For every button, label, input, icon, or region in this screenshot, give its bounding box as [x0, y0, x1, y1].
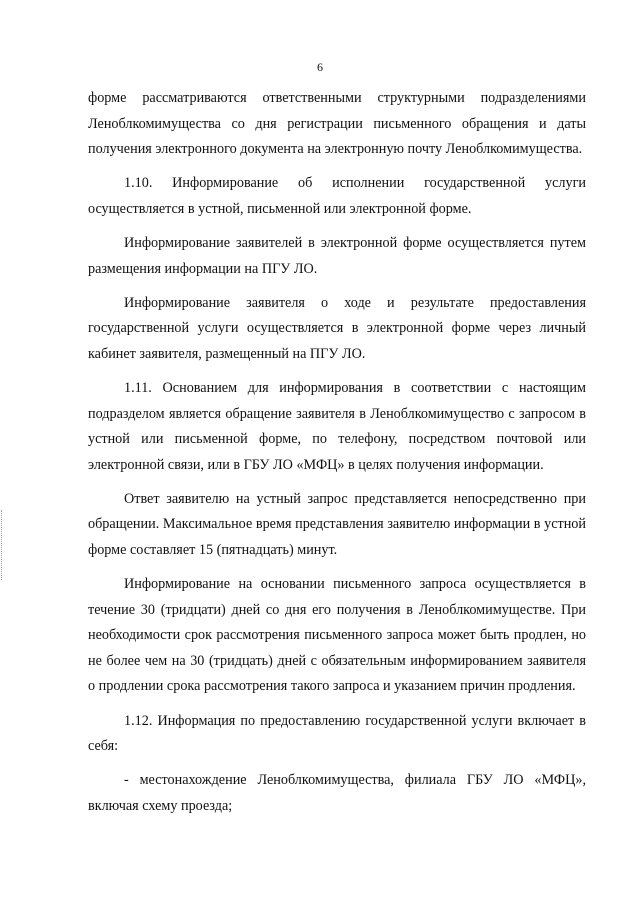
list-item-location: - местонахождение Леноблкомимущества, филиала ГБУ ЛО «МФЦ», включая схему проезда; — [88, 772, 586, 814]
paragraph-continuation: форме рассматриваются ответственными структурными подразделениями Леноблкомимущества со дня регистрации письменного обращения и даты получения электронного документа на электронную почту Леноблкомимущества. — [88, 90, 586, 158]
document-body — [88, 86, 586, 819]
paragraph-electronic-informing: Информирование заявителей в электронной форме осуществляется путем размещения информации на ПГУ ЛО. — [88, 234, 586, 277]
paragraph-written-request: Информирование на основании письменного запроса осуществляется в течение 30 (тридцати) дней со дня его получения в Леноблкомимуществе. При необходимости срок рассмотрения письменного запроса может быть продлен, но не более чем на 30 (тридцать) дней с обязательным информированием заявителя о продлении срока рассмотрения такого запроса и указанием причин продления. — [88, 576, 586, 695]
page-number: 6 — [317, 60, 323, 74]
paragraph-1-10: 1.10. Информирование об исполнении государственной услуги осуществляется в устной, письменной или электронной форме. — [88, 175, 586, 217]
paragraph-1-11: 1.11. Основанием для информирования в соответствии с настоящим подразделом является обращение заявителя в Леноблкомимущество с запросом в устной или письменной форме, по телефону, посредством почтовой или электронной связи, или в ГБУ ЛО «МФЦ» в целях получения информации. — [88, 379, 586, 473]
paragraph-oral-answer: Ответ заявителю на устный запрос представляется непосредственно при обращении. Максимальное время представления заявителю информации в устной форме составляет 15 (пятнадцать) минут. — [88, 490, 586, 558]
paragraph-progress-informing: Информирование заявителя о ходе и результате предоставления государственной услуги осуществляется в электронной форме через личный кабинет заявителя, размещенный на ПГУ ЛО. — [88, 294, 586, 362]
paragraph-1-12: 1.12. Информация по предоставлению государственной услуги включает в себя: — [88, 712, 586, 755]
scan-edge-marks — [1, 510, 4, 580]
